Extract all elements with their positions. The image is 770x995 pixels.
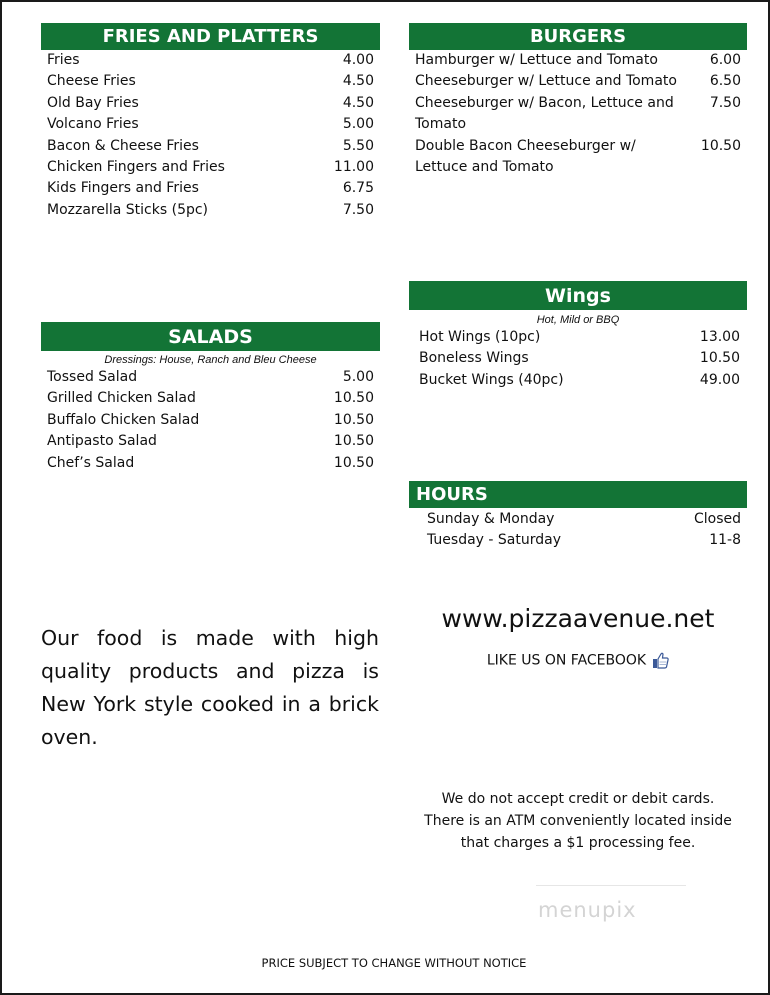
item-name: Boneless Wings [419,350,529,367]
hours-day: Sunday & Monday [427,511,555,527]
promo-text: Our food is made with high quality products and pizza is New York style cooked in a brick oven. [41,626,379,749]
burgers-list [409,50,747,178]
menu-item [415,93,741,136]
item-name: Grilled Chicken Salad [47,390,196,407]
menu-item [47,136,374,157]
payment-line: There is an ATM conveniently located inside [424,813,732,829]
item-name: Old Bay Fries [47,94,139,111]
item-price: 7.50 [342,201,374,218]
item-name: Kids Fingers and Fries [47,180,199,197]
item-price: 11.00 [333,159,374,176]
item-price: 5.50 [342,137,374,154]
item-price: 10.50 [699,350,740,367]
item-name: Bucket Wings (40pc) [419,371,564,388]
menu-item [415,136,741,179]
item-name: Double Bacon Cheeseburger w/ Lettuce and Tomato [415,137,636,176]
wings-section [409,281,747,391]
menu-item [47,453,374,474]
item-price: 10.50 [333,411,374,428]
website-link[interactable]: www.pizzaavenue.net [441,604,715,633]
payment-notice [408,788,748,854]
menu-item [47,71,374,92]
item-price: 5.00 [342,369,374,385]
item-price: 4.50 [342,73,374,90]
item-price: 4.50 [342,94,374,111]
wings-subtitle: Hot, Mild or BBQ [536,314,620,326]
menu-item [47,157,374,178]
menu-item [47,388,374,409]
item-name: Cheese Fries [47,73,136,90]
payment-line: that charges a $1 processing fee. [460,835,696,851]
watermark-line [536,885,686,886]
hours-time: 11-8 [709,532,741,549]
burgers-header: BURGERS [409,23,747,50]
menu-item [47,50,374,71]
item-name: Mozzarella Sticks (5pc) [47,201,209,218]
item-name: Antipasto Salad [47,433,157,450]
salads-subtitle: Dressings: House, Ranch and Bleu Cheese [104,354,317,366]
menu-item [47,431,374,452]
price-disclaimer: PRICE SUBJECT TO CHANGE WITHOUT NOTICE [261,956,527,970]
item-name: Tossed Salad [47,369,138,385]
fries-list [41,50,380,221]
menu-item [47,114,374,135]
item-name: Buffalo Chicken Salad [47,411,200,428]
menu-item [47,410,374,431]
hours-section [409,481,747,552]
menupix-watermark [536,885,686,931]
thumbs-up-icon [652,652,669,669]
item-name: Volcano Fries [47,116,139,133]
watermark-text: menupix [538,898,637,922]
menu-item [415,71,741,92]
item-name: Cheeseburger w/ Lettuce and Tomato [415,73,677,90]
item-price: 7.50 [709,94,741,111]
menu-item [47,200,374,221]
payment-line: We do not accept credit or debit cards. [441,791,715,807]
item-name: Cheeseburger w/ Bacon, Lettuce and Tomato [415,94,674,133]
menu-item [419,348,740,369]
item-name: Bacon & Cheese Fries [47,137,199,154]
hours-row [427,530,741,551]
item-price: 4.00 [342,52,374,68]
item-price: 6.75 [342,180,374,197]
hours-time: Closed [693,511,741,527]
item-name: Fries [47,52,80,68]
menu-item [415,50,741,71]
facebook-like[interactable] [408,652,748,669]
item-price: 13.00 [699,329,740,345]
burgers-section [409,23,747,178]
item-name: Chicken Fingers and Fries [47,159,225,176]
menu-item [419,370,740,391]
hours-list [409,509,747,552]
item-price: 10.50 [333,454,374,471]
item-price: 5.00 [342,116,374,133]
wings-header: Wings [409,281,747,310]
salads-header: SALADS [41,322,380,351]
salads-list [41,367,380,474]
wings-list [409,327,747,391]
item-price: 10.50 [333,390,374,407]
menu-item [47,367,374,388]
item-price: 10.50 [700,137,741,154]
item-price: 10.50 [333,433,374,450]
fries-header: FRIES AND PLATTERS [41,23,380,50]
fries-section [41,23,380,221]
menu-item [47,178,374,199]
hours-header: HOURS [409,481,747,508]
item-name: Hamburger w/ Lettuce and Tomato [415,52,658,68]
menu-item [47,93,374,114]
item-price: 49.00 [699,371,740,388]
item-price: 6.50 [709,73,741,90]
item-name: Hot Wings (10pc) [419,329,541,345]
facebook-label: LIKE US ON FACEBOOK [486,652,647,669]
item-name: Chef’s Salad [47,454,135,471]
hours-day: Tuesday - Saturday [427,532,561,549]
hours-row [427,509,741,530]
item-price: 6.00 [709,52,741,68]
menu-item [419,327,740,348]
salads-section [41,322,380,474]
